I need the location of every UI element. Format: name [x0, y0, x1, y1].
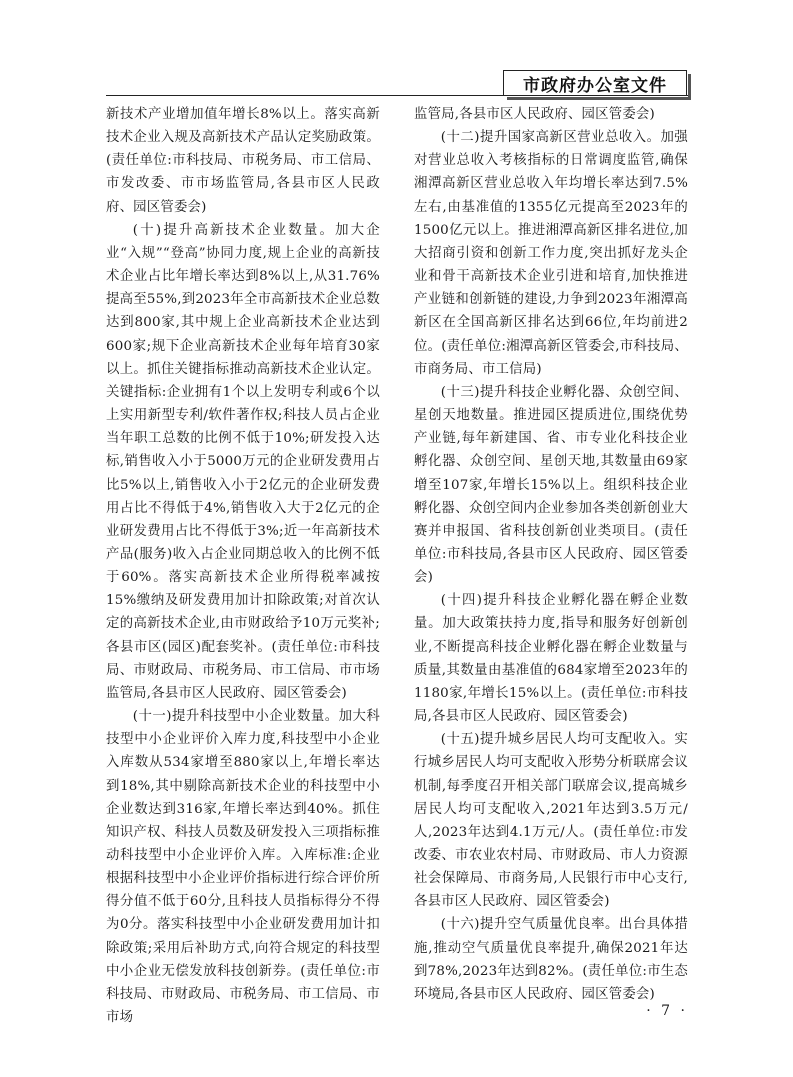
paragraph-item-13: (十三)提升科技企业孵化器、众创空间、星创天地数量。推进园区提质进位,围绕优势产业链,每年新建国、省、市专业化科技企业孵化器、众创空间、星创天地,其数量由69家增至107家,年增长15%以上。组织科技企业孵化器、众创空间内企业参加各类创新创业大赛并申报国、省科技创新创业类项目。(责任单位:市科技局,各县市区人民政府、园区管委会) [414, 384, 688, 586]
paragraph-item-12: (十二)提升国家高新区营业总收入。加强对营业总收入考核指标的日常调度监管,确保湘潭高新区营业总收入年均增长率达到7.5%左右,由基准值的1355亿元提高至2023年的1500亿元以上。推进湘潭高新区排名进位,加大招商引资和创新工作力度,突出抓好龙头企业和骨干高新技术企业引进和培育,加快推进产业链和创新链的建设,力争到2023年湘潭高新区在全国高新区排名达到66位,年均前进2位。(责任单位:湘潭高新区管委会,市科技局、市商务局、市工信局) [414, 130, 688, 377]
paragraph-item-15: (十五)提升城乡居民人均可支配收入。实行城乡居民人均可支配收入形势分析联席会议机制,每季度召开相关部门联席会议,提高城乡居民人均可支配收入,2021年达到3.5万元/人,2023年达到4.1万元/人。(责任单位:市发改委、市农业农村局、市财政局、市人力资源社会保障局、市商务局,人民银行市中心支行,各县市区人民政府、园区管委会) [414, 732, 688, 910]
paragraph-continued: 监管局,各县市区人民政府、园区管委会) [414, 107, 655, 122]
paragraph-item-10: (十)提升高新技术企业数量。加大企业“入规”“登高”协同力度,规上企业的高新技术企业占比年增长率达到8%以上,从31.76%提高至55%,到2023年全市高新技术企业总数达到800家,其中规上企业高新技术企业达到600家;规下企业高新技术企业每年培育30家以上。抓住关键指标推动高新技术企业认定。关键指标:企业拥有1个以上发明专利或6个以上实用新型专利/软件著作权;科技人员占企业当年职工总数的比例不低于10%;研发投入达标,销售收入小于5000万元的企业研发费用占比5%以上,销售收入小于2亿元的企业研发费用占比不得低于4%,销售收入大于2亿元的企业研发费用占比不得低于3%;近一年高新技术产品(服务)收入占企业同期总收入的比例不低于60%。落实高新技术企业所得税率减按15%缴纳及研发费用加计扣除政策;对首次认定的高新技术企业,由市财政给予10万元奖补;各县市区(园区)配套奖补。(责任单位:市科技局、市财政局、市税务局、市工信局、市市场监管局,各县市区人民政府、园区管委会) [106, 222, 380, 701]
left-column [106, 103, 380, 1029]
header-rule [106, 95, 688, 96]
paragraph-item-16: (十六)提升空气质量优良率。出台具体措施,推动空气质量优良率提升,确保2021年达到78%,2023年达到82%。(责任单位:市生态环境局,各县市区人民政府、园区管委会) [414, 917, 688, 1002]
document-series-title [503, 70, 687, 96]
paragraph-item-11: (十一)提升科技型中小企业数量。加大科技型中小企业评价入库力度,科技型中小企业入库数从534家增至880家以上,年增长率达到18%,其中剔除高新技术企业的科技型中小企业数达到316家,年增长率达到40%。抓住知识产权、科技人员数及研发投入三项指标推动科技型中小企业评价入库。入库标准:企业根据科技型中小企业评价指标进行综合评价所得分值不低于60分,且科技人员指标得分不得为0分。落实科技型中小企业研发费用加计扣除政策;采用后补助方式,向符合规定的科技型中小企业无偿发放科技创新券。(责任单位:市科技局、市财政局、市税务局、市工信局、市市场 [106, 709, 380, 1026]
document-series-title-text: 市政府办公室文件 [523, 75, 667, 96]
paragraph-continued: 新技术产业增加值年增长8%以上。落实高新技术企业入规及高新技术产品认定奖励政策。(责任单位:市科技局、市税务局、市工信局、市发改委、市市场监管局,各县市区人民政府、园区管委会) [106, 107, 380, 215]
paragraph-item-14: (十四)提升科技企业孵化器在孵企业数量。加大政策扶持力度,指导和服务好创新创业,不断提高科技企业孵化器在孵企业数量与质量,其数量由基准值的684家增至2023年的1180家,年增长15%以上。(责任单位:市科技局,各县市区人民政府、园区管委会) [414, 593, 688, 725]
page-number: · 7 · [646, 1003, 688, 1019]
right-column [414, 103, 688, 1006]
